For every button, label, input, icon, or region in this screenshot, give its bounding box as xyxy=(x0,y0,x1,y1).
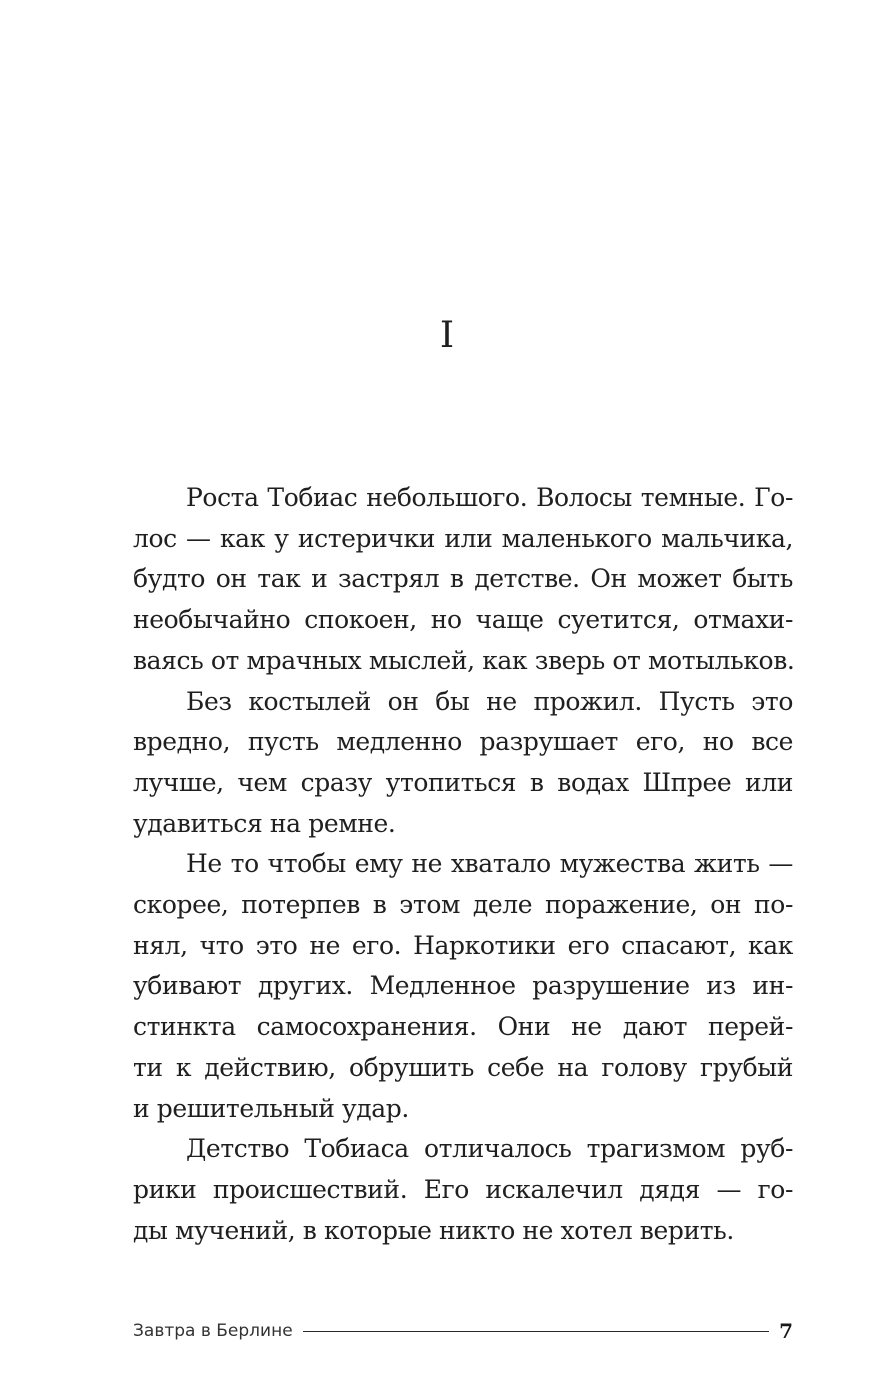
text-line: Без костылей он бы не прожил. Пусть это xyxy=(186,686,793,716)
running-footer-title: Завтра в Берлине xyxy=(133,1321,293,1341)
text-line: Роста Тобиас небольшого. Волосы темные. Го- xyxy=(186,483,793,512)
text-line: убивают других. Медленное разрушение из ин- xyxy=(133,971,793,1001)
text-line: лучше, чем сразу утопиться в водах Шпрее или xyxy=(133,767,793,797)
page-number: 7 xyxy=(779,1319,793,1343)
text-line: ды мучений, в которые никто не хотел верить. xyxy=(133,1215,734,1245)
text-line: будто он так и застрял в детстве. Он может быть xyxy=(133,564,793,594)
text-line: ти к действию, обрушить себе на голову грубый xyxy=(133,1052,793,1082)
text-line: и решительный удар. xyxy=(133,1093,409,1123)
text-line: рики происшествий. Его искалечил дядя — го- xyxy=(133,1174,793,1204)
text-line: ваясь от мрачных мыслей, как зверь от мотыльков. xyxy=(133,645,795,675)
text-line: скорее, потерпев в этом деле поражение, он по- xyxy=(133,890,793,920)
text-line: необычайно спокоен, но чаще суетится, отмахи- xyxy=(133,605,793,635)
text-line: вредно, пусть медленно разрушает его, но все xyxy=(133,727,793,757)
chapter-body xyxy=(133,478,793,1251)
page-footer xyxy=(133,1318,793,1344)
chapter-number: I xyxy=(439,315,455,356)
footer-divider xyxy=(303,1331,769,1332)
text-line: удавиться на ремне. xyxy=(133,808,396,838)
text-line: Детство Тобиаса отличалось трагизмом руб- xyxy=(186,1134,793,1164)
text-line: лос — как у истерички или маленького мальчика, xyxy=(133,523,793,553)
text-line: стинкта самосохранения. Они не дают перей- xyxy=(133,1012,793,1042)
text-line: нял, что это не его. Наркотики его спасают, как xyxy=(133,930,793,960)
text-line: Не то чтобы ему не хватало мужества жить — xyxy=(186,849,793,879)
